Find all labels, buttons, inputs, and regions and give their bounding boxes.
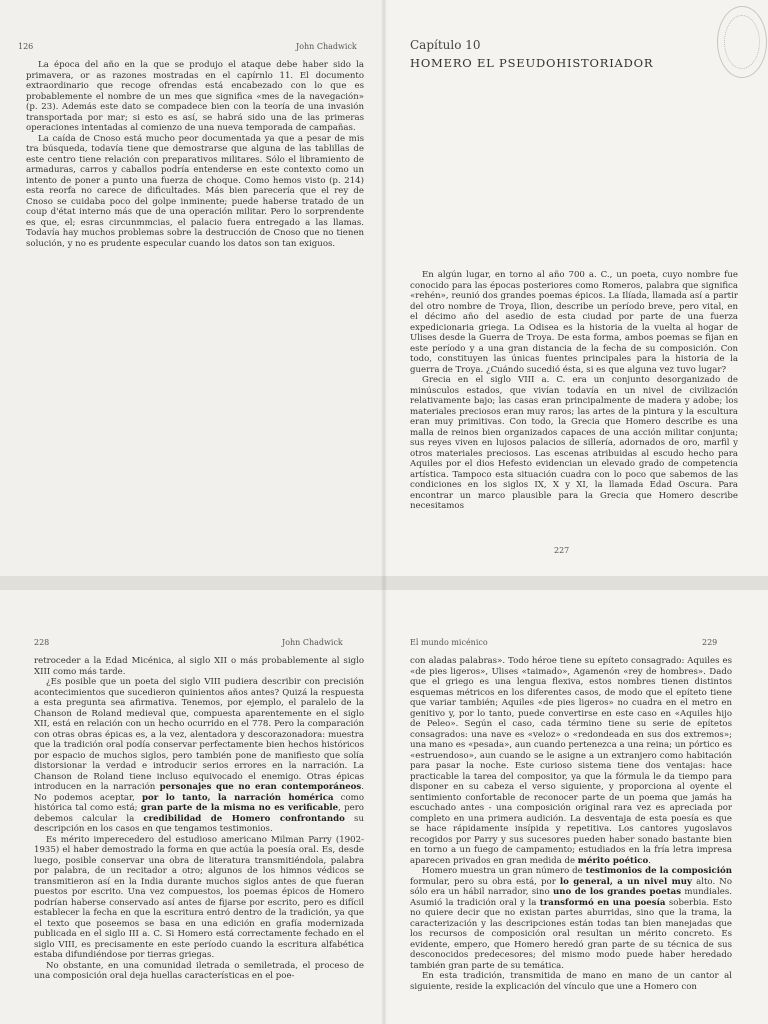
folio-126: 126: [18, 42, 34, 51]
folio-229: 229: [702, 638, 718, 647]
paragraph: ¿Es posible que un poeta del siglo VIII pudiera describir con precisión acontecimientos que sucedieron quinientos años antes? Quizá la respuesta a esta pregunta sea afirmativa. Tenemos, por ejemplo, el paralelo de la Chanson de Roland medieval que, compuesta aparentemente en el siglo XII, está en relación con un hecho ocurrido en el 778. Pero la comparación con otras obras épicas es, a la vez, alentadora y descorazonadora: muestra que la tradición oral podía conservar perfectamente bien hechos históricos por espacio de muchos siglos, pero también pone de manifiesto que solía distorsionar la verdad e introducir serios errores en la narración. La Chanson de Roland tiene incluso equivocado el enemigo. Otras épicas introducen en la narración personajes que no eran contemporáneos. No podemos aceptar, por lo tanto, la narración homérica como histórica tal como está; gran parte de la misma no es verificable, pero debemos calcular la credibilidad de Homero confrontando su descripción en los casos en que tengamos testimonios.: [34, 677, 364, 834]
paragraph: Homero muestra un gran número de testimonios de la composición formular, pero su obra está, por lo general, a un nivel muy alto. No sólo era un hábil narrador, sino uno de los grandes poetas mundiales. Asumió la tradición oral y la transformó en una poesía soberbia. Esto no quiere decir que no existan partes aburridas, sino que la trama, la caracterización y las descripciones están todas tan bien manejadas que los recursos de composición oral resultan un mérito concreto. Es evidente, empero, que Homero heredó gran parte de su técnica de sus desconocidos predecesores; del mismo modo puede haber heredado también gran parte de su temática.: [410, 866, 732, 971]
paragraph: No obstante, en una comunidad iletrada o semiletrada, el proceso de una composición oral deja huellas características en el poe-: [34, 960, 364, 981]
chapter-title: HOMERO EL PSEUDOHISTORIADOR: [410, 56, 654, 70]
running-head-author: John Chadwick: [296, 42, 357, 51]
page-229: [384, 590, 768, 1024]
paragraph: Es mérito imperecedero del estudioso americano Milman Parry (1902-1935) el haber demostrado la forma en que actúa la poesía oral. Es, desde luego, posible conservar una obra de literatura transmitiéndola, palabra por palabra, de un recitador a otro; algunos de los himnos védicos se transmitieron así en la India durante muchos siglos antes de que fueran puestos por escrito. Una vez compuestos, los poemas épicos de Homero podrían haberse conservado así antes de fijarse por escrito, pero es difícil establecer la fecha en que la escritura entró dentro de la tradición, ya que el texto que poseemos se basa en una edición en grafía modernizada publicada en el siglo III a. C. Si Homero está correctamente fechado en el siglo VIII, es precisamente en este período cuando la escritura alfabética estaba difundiéndose por tierras griegas.: [34, 834, 364, 960]
page-126: [0, 0, 384, 576]
paragraph: retroceder a la Edad Micénica, al siglo XII o más probablemente al siglo XIII como más tarde.: [34, 656, 364, 677]
chapter-number: Capítulo 10: [410, 38, 481, 52]
body-text: [34, 656, 364, 982]
paragraph: En esta tradición, transmitida de mano en mano de un cantor al siguiente, reside la explicación del vínculo que une a Homero con: [410, 971, 732, 992]
binding-fold: [381, 0, 387, 1024]
body-text: [410, 656, 732, 992]
running-head-author: John Chadwick: [282, 638, 343, 647]
page-227: [384, 0, 768, 576]
library-stamp-icon: [717, 6, 767, 78]
folio-228: 228: [34, 638, 50, 647]
paragraph: La caída de Cnoso está mucho peor documentada ya que a pesar de mis tra búsqueda, todavía tiene que demostrarse que alguna de las tablillas de este centro tiene relación con preparativos militares. Sólo el libramiento de armaduras, carros y caballos podría entenderse en este contexto como un intento de poner a punto una fuerza de choque. Como hemos visto (p. 214) esta reorfa no carece de dificultades. Más bien parecería que el rey de Cnoso se cuidaba poco del golpe inminente; puede haberse tratado de un coup d'état interno más que de una operación militar. Pero lo sorprendente es que, el; esras circunmmcias, el palacio fuera entregado a las llamas. Todavía hay muchos problemas sobre la destrucción de Cnoso que no tienen solución, y no es prudente especular cuando los datos son tan exiguos.: [26, 133, 364, 249]
paragraph: con aladas palabras». Todo héroe tiene su epíteto consagrado: Aquiles es «de pies ligeros», Ulises «taimado», Agamenón «rey de hombres». Dado que el griego es una lengua flexiva, estos nombres tienen distintos esquemas métricos en los diferentes casos, de modo que el epíteto tiene que variar también; Aquiles «de pies ligeros» no cuadra en el metro en genitivo y, por lo tanto, puede convertirse en este caso en «Aquiles hijo de Peleo». Según el caso, cada término tiene su serie de epítetos consagrados: una nave es «veloz» o «redondeada en sus dos extremos»; una mano es «pesada», aun cuando pertenezca a una reina; un pórtico es «estruendoso», aun cuando se le asigne a un extranjero como habitación para pasar la noche. Este curioso sistema tiene dos ventajas: hace practicable la tarea del compositor, ya que la fórmula le da tiempo para disponer en su cabeza el verso siguiente, y proporciona al oyente el sentimiento confortable de reconocer parte de un poema que jamás ha escuchado antes - una composición original rara vez es apreciada por completo en una primera audición. La desventaja de esta poesía es que se hace rápidamente insípida y repetitiva. Los cantores yugoslavos recogidos por Parry y sus sucesores pueden haber sonado bastante bien en torno a un fuego de campamento; estudiados en la fría letra impresa aparecen privados en gran medida de mérito poético.: [410, 656, 732, 866]
body-text: [26, 60, 364, 249]
folio-227: 227: [554, 546, 570, 555]
page-228: [0, 590, 384, 1024]
paragraph: En algún lugar, en torno al año 700 a. C., un poeta, cuyo nombre fue conocido para las épocas posteriores como Romeros, palabra que significa «rehén», reunió dos grandes poemas épicos. La Ilíada, llamada así a partir del otro nombre de Troya, Ilion, describe un período breve, pero vital, en el décimo año del asedio de esta ciudad por parte de una fuerza expedicionaria griega. La Odisea es la historia de la vuelta al hogar de Ulises desde la Guerra de Troya. De esta forma, ambos poemas se fijan en este período y a una gran distancia de la fecha de su composición. Con todo, constituyen las únicas fuentes principales para la historia de la guerra de Troya. ¿Cuándo sucedió ésta, si es que alguna vez tuvo lugar?: [410, 270, 738, 375]
running-head-title: El mundo micénico: [410, 638, 488, 647]
paragraph: La época del año en la que se produjo el ataque debe haber sido la primavera, or as razones mostradas en el capírnlo 11. El documento extraordinario que recoge ofrendas está encabezado con lo que es probablemente el nombre de un mes que significa «mes de la navegación» (p. 23). Además este dato se compadece bien con la teoría de una invasión transportada por mar; si esto es así, se habrá sido una de las primeras operaciones intentadas al comienzo de una nueva temporada de campañas.: [26, 60, 364, 133]
body-text: [410, 270, 738, 512]
paragraph: Grecia en el siglo VIII a. C. era un conjunto desorganizado de minúsculos estados, que vivían todavía en un nivel de civilización relativamente bajo; las casas eran principalmente de madera y adobe; los materiales preciosos eran muy raros; las artes de la pintura y la escultura eran muy primitivas. Con todo, la Grecia que Homero describe es una malla de reinos bien organizados capaces de una acción militar conjunta; sus reyes viven en lujosos palacios de sillería, adornados de oro, marfil y otros materiales preciosos. Las escenas atribuidas al escudo hecho para Aquiles por el dios Hefesto evidencian un elevado grado de competencia artística. Tampoco esta situación cuadra con lo poco que sabemos de las condiciones en los siglos IX, X y XI, la llamada Edad Oscura. Para encontrar un marco plausible para la Grecia que Homero describe necesitamos: [410, 375, 738, 511]
